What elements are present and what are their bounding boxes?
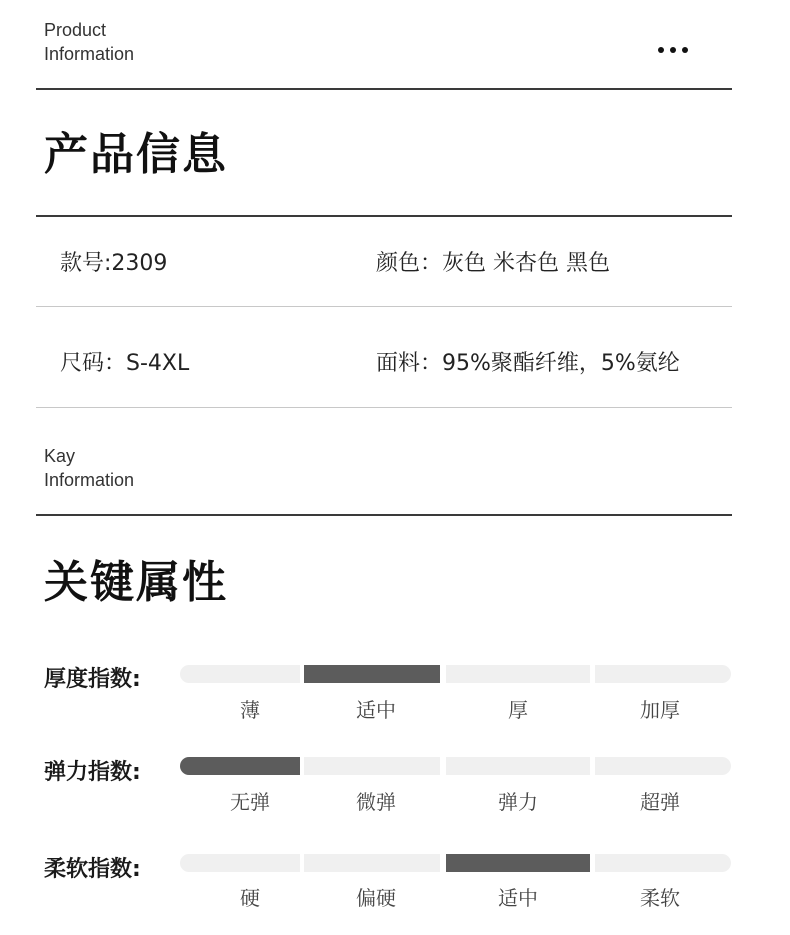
scale-segment (304, 665, 440, 683)
subtitle-line-1: Kay (44, 446, 76, 466)
scale-segment (595, 757, 731, 775)
scale-segment (180, 757, 300, 775)
key-info-subtitle (44, 444, 134, 492)
divider (36, 88, 732, 90)
scale-label: 弹力指数: (44, 760, 141, 785)
scale-segment (446, 665, 590, 683)
scale-option: 弹力 (498, 790, 538, 814)
dot (682, 47, 688, 53)
scale-label: 柔软指数: (44, 857, 141, 882)
scale-segment (304, 757, 440, 775)
scale-option: 微弹 (356, 790, 396, 814)
subtitle-line-1: Product (44, 20, 107, 40)
divider (36, 514, 732, 516)
product-info-title: 产品信息 (44, 129, 228, 180)
scale-segment (180, 854, 300, 872)
fabric-composition: 面料：95%聚酯纤维，5%氨纶 (376, 351, 680, 376)
divider (36, 306, 732, 307)
dot (670, 47, 676, 53)
scale-segment (304, 854, 440, 872)
scale-option: 厚 (508, 698, 528, 722)
subtitle-line-2: Information (44, 44, 135, 64)
scale-segment (446, 757, 590, 775)
scale-option: 柔软 (640, 886, 680, 910)
scale-option: 偏硬 (356, 886, 396, 910)
style-number: 款号:2309 (60, 251, 168, 276)
ellipsis-icon[interactable] (658, 47, 688, 53)
scale-option: 适中 (498, 886, 538, 910)
product-info-subtitle (44, 18, 134, 66)
key-attributes-title: 关键属性 (44, 557, 228, 608)
scale-label: 厚度指数: (44, 667, 141, 692)
scale-segment (446, 854, 590, 872)
divider (36, 215, 732, 217)
divider (36, 407, 732, 408)
scale-segment (180, 665, 300, 683)
scale-option: 薄 (240, 698, 260, 722)
dot (658, 47, 664, 53)
color-list: 颜色：灰色 米杏色 黑色 (376, 251, 610, 276)
scale-segment (595, 854, 731, 872)
size-range: 尺码：S-4XL (60, 351, 190, 376)
scale-option: 适中 (356, 698, 396, 722)
scale-segment (595, 665, 731, 683)
scale-option: 超弹 (640, 790, 680, 814)
scale-option: 加厚 (640, 698, 680, 722)
scale-option: 硬 (240, 886, 260, 910)
scale-option: 无弹 (230, 790, 270, 814)
subtitle-line-2: Information (44, 470, 135, 490)
